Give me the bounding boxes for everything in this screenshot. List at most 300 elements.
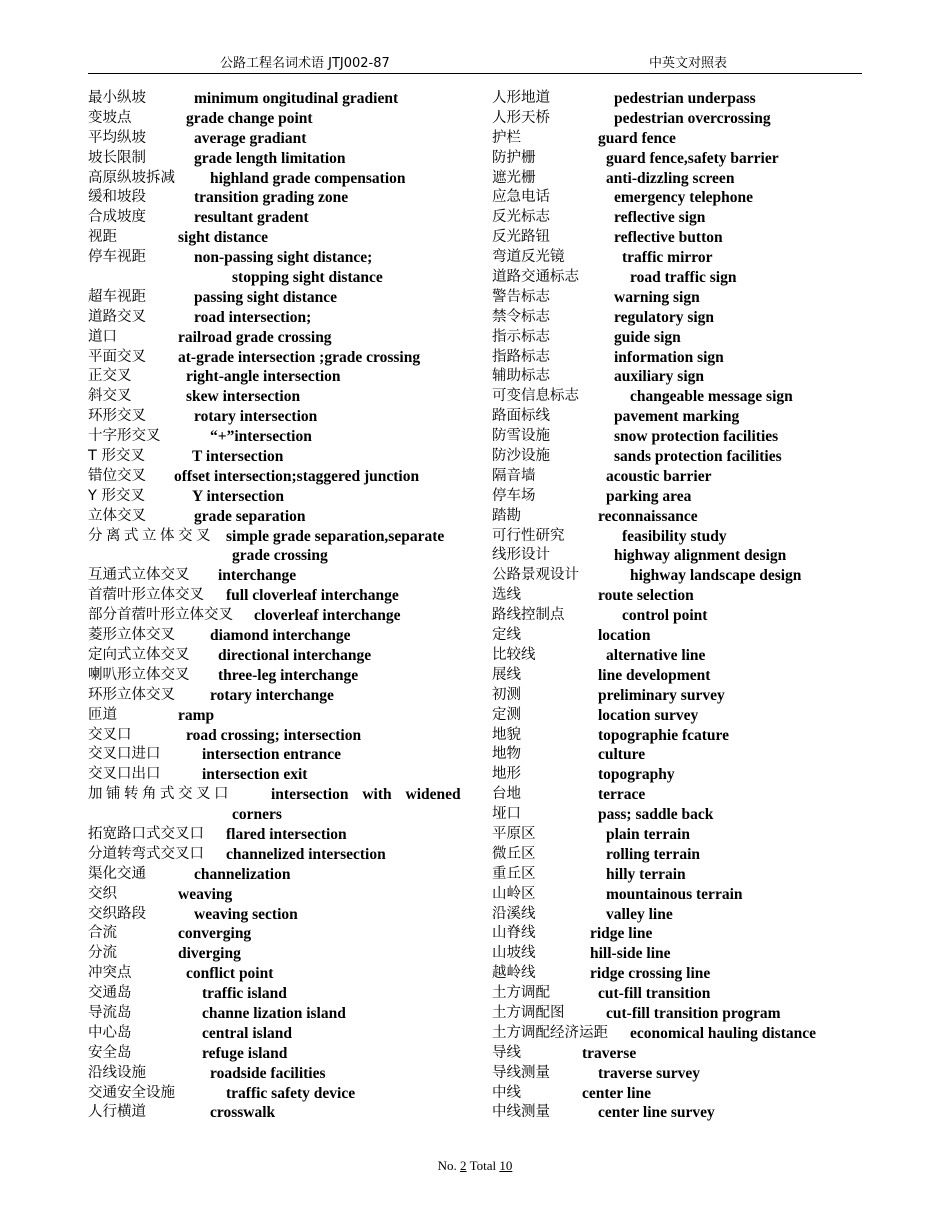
term-chinese: 坡长限制 <box>88 149 146 166</box>
term-english: Y intersection <box>192 487 284 505</box>
term-english: pavement marking <box>614 408 740 426</box>
term-chinese: 辅助标志 <box>492 368 550 385</box>
term-chinese: 防沙设施 <box>492 448 550 465</box>
term-chinese: 山岭区 <box>492 885 536 902</box>
glossary-row <box>88 785 463 805</box>
term-chinese: 平均纵坡 <box>88 129 146 146</box>
glossary-row <box>492 407 862 427</box>
term-chinese: 遮光栅 <box>492 169 536 186</box>
glossary-row <box>88 885 463 905</box>
term-english: feasibility study <box>622 527 727 545</box>
term-english: crosswalk <box>210 1104 276 1122</box>
footer-prefix: No. <box>437 1158 457 1173</box>
term-chinese: 中线 <box>492 1084 521 1101</box>
term-english: pedestrian overcrossing <box>614 109 771 127</box>
glossary-row <box>88 89 463 109</box>
term-chinese: 中线测量 <box>492 1104 550 1121</box>
term-english: preliminary survey <box>598 686 725 704</box>
glossary-row <box>88 546 463 566</box>
term-chinese: 交叉口进口 <box>88 746 161 763</box>
glossary-row <box>88 1044 463 1064</box>
term-chinese: 道路交通标志 <box>492 269 579 286</box>
glossary-row <box>88 1004 463 1024</box>
term-english: reflective button <box>614 229 723 247</box>
term-english: resultant gradent <box>194 209 309 227</box>
term-english: transition grading zone <box>194 189 349 207</box>
term-english: guard fence <box>598 129 676 147</box>
glossary-row <box>492 348 862 368</box>
term-chinese: 初测 <box>492 686 521 703</box>
term-english: highway landscape design <box>630 567 802 585</box>
term-chinese: 高原纵坡拆减 <box>88 169 175 186</box>
glossary-row <box>88 248 463 268</box>
term-chinese: Y 形交叉 <box>88 487 145 504</box>
term-english: cut-fill transition program <box>606 1004 781 1022</box>
term-english: traffic island <box>202 985 287 1003</box>
term-english: ridge line <box>590 925 653 943</box>
term-chinese: 拓宽路口式交叉口 <box>88 825 204 842</box>
glossary-row <box>492 149 862 169</box>
term-chinese: 防护栅 <box>492 149 536 166</box>
term-chinese: 交通安全设施 <box>88 1084 175 1101</box>
footer-total-label: Total <box>469 1158 497 1173</box>
term-english: T intersection <box>192 448 284 466</box>
term-english: diamond interchange <box>210 627 351 645</box>
term-chinese: 定线 <box>492 627 521 644</box>
term-chinese: 土方调配经济运距 <box>492 1024 608 1041</box>
term-english: non-passing sight distance; <box>194 249 373 267</box>
term-chinese: 首蓿叶形立体交叉 <box>88 587 204 604</box>
term-english: pedestrian underpass <box>614 90 756 107</box>
term-chinese: 视距 <box>88 229 117 246</box>
glossary-row <box>88 566 463 586</box>
glossary-row <box>88 308 463 328</box>
page-number: 2 <box>460 1158 467 1173</box>
term-chinese: 警告标志 <box>492 288 550 305</box>
glossary-row <box>492 1004 862 1024</box>
glossary-row <box>88 845 463 865</box>
term-chinese: 匝道 <box>88 706 117 723</box>
term-chinese: 合流 <box>88 925 117 942</box>
term-chinese: 越岭线 <box>492 965 536 982</box>
glossary-row <box>88 447 463 467</box>
term-chinese: 禁令标志 <box>492 308 550 325</box>
glossary-row <box>88 467 463 487</box>
term-chinese: 土方调配图 <box>492 1004 565 1021</box>
term-english: cloverleaf interchange <box>254 607 401 625</box>
glossary-row <box>88 387 463 407</box>
term-english: right-angle intersection <box>186 368 341 386</box>
glossary-row <box>88 1064 463 1084</box>
term-english: rolling terrain <box>606 845 700 863</box>
term-english: warning sign <box>614 288 700 306</box>
term-chinese: 弯道反光镜 <box>492 249 565 266</box>
term-english: traffic safety device <box>226 1084 356 1102</box>
term-english: guide sign <box>614 328 681 346</box>
term-english: snow protection facilities <box>614 428 779 446</box>
term-english: interchange <box>218 567 297 585</box>
term-english: traverse survey <box>598 1064 700 1082</box>
glossary-row <box>88 745 463 765</box>
term-english: road traffic sign <box>630 269 737 287</box>
term-chinese: 正交叉 <box>88 368 132 385</box>
term-chinese: 道口 <box>88 328 117 345</box>
term-chinese: 护栏 <box>492 129 521 146</box>
term-chinese: 安全岛 <box>88 1044 132 1061</box>
term-english: sight distance <box>178 229 268 247</box>
term-english: intersection with widened <box>271 786 461 804</box>
left-column <box>88 89 463 1123</box>
term-english: grade crossing <box>232 547 328 565</box>
term-chinese: 交叉口 <box>88 726 132 743</box>
glossary-row <box>492 845 862 865</box>
term-english: alternative line <box>606 646 706 664</box>
glossary-row <box>88 606 463 626</box>
glossary-row <box>492 905 862 925</box>
term-english: channelization <box>194 865 291 883</box>
right-column <box>492 89 862 1123</box>
glossary-row <box>88 984 463 1004</box>
glossary-row <box>492 805 862 825</box>
term-english: reflective sign <box>614 209 706 227</box>
glossary-row <box>492 546 862 566</box>
term-english: refuge island <box>202 1044 288 1062</box>
glossary-row <box>492 765 862 785</box>
term-english: channe lization island <box>202 1004 346 1022</box>
term-chinese: 踏勘 <box>492 507 521 524</box>
term-chinese: 分道转弯式交叉口 <box>88 845 204 862</box>
glossary-row <box>88 586 463 606</box>
glossary-row <box>88 765 463 785</box>
term-english: grade separation <box>194 507 306 525</box>
term-english: simple grade separation,separate <box>226 527 445 545</box>
term-chinese: 变坡点 <box>88 109 132 126</box>
glossary-row <box>492 208 862 228</box>
term-english: terrace <box>598 786 646 804</box>
term-chinese: 沿线设施 <box>88 1064 146 1081</box>
term-chinese: 山脊线 <box>492 925 536 942</box>
term-english: changeable message sign <box>630 388 793 406</box>
term-chinese: 停车场 <box>492 487 536 504</box>
term-chinese: 人形天桥 <box>492 109 550 126</box>
glossary-row <box>88 825 463 845</box>
term-chinese: 分流 <box>88 945 117 962</box>
glossary-row <box>88 805 463 825</box>
glossary-row <box>88 646 463 666</box>
term-english: roadside facilities <box>210 1064 326 1082</box>
term-english: parking area <box>606 487 692 505</box>
term-chinese: 山坡线 <box>492 945 536 962</box>
term-english: location <box>598 627 651 645</box>
term-chinese: 地物 <box>492 746 521 763</box>
term-english: rotary intersection <box>194 408 318 426</box>
term-english: flared intersection <box>226 825 347 843</box>
glossary-row <box>492 427 862 447</box>
term-english: route selection <box>598 587 694 605</box>
glossary-row <box>492 447 862 467</box>
glossary-row <box>492 1084 862 1104</box>
term-chinese: 平原区 <box>492 825 536 842</box>
glossary-row <box>492 188 862 208</box>
term-chinese: 可变信息标志 <box>492 388 579 405</box>
term-english: intersection exit <box>202 766 308 784</box>
term-chinese: T 形交叉 <box>88 448 145 465</box>
glossary-row <box>88 188 463 208</box>
term-english: minimum ongitudinal gradient <box>194 90 399 107</box>
term-english: stopping sight distance <box>232 269 383 287</box>
term-chinese: 道路交叉 <box>88 308 146 325</box>
term-chinese: 环形立体交叉 <box>88 686 175 703</box>
term-english: railroad grade crossing <box>178 328 332 346</box>
glossary-row <box>492 984 862 1004</box>
term-chinese: 反光路钮 <box>492 229 550 246</box>
glossary-row <box>88 367 463 387</box>
glossary-row <box>492 288 862 308</box>
term-chinese: 人行横道 <box>88 1104 146 1121</box>
term-english: average gradiant <box>194 129 307 147</box>
glossary-row <box>88 328 463 348</box>
term-chinese: 部分首蓿叶形立体交叉 <box>88 607 233 624</box>
term-chinese: 微丘区 <box>492 845 536 862</box>
glossary-row <box>492 527 862 547</box>
term-chinese: 台地 <box>492 786 521 803</box>
term-english: economical hauling distance <box>630 1024 817 1042</box>
term-chinese: 交叉口出口 <box>88 766 161 783</box>
term-chinese: 中心岛 <box>88 1024 132 1041</box>
header-rule <box>88 73 862 74</box>
glossary-row <box>88 1103 463 1123</box>
term-english: skew intersection <box>186 388 301 406</box>
glossary-row <box>88 686 463 706</box>
term-english: highway alignment design <box>614 547 787 565</box>
term-english: rotary interchange <box>210 686 334 704</box>
term-chinese: 可行性研究 <box>492 527 565 544</box>
glossary-row <box>492 89 862 109</box>
term-chinese: 导线 <box>492 1044 521 1061</box>
header-right: 中英文对照表 <box>649 56 728 71</box>
term-english: converging <box>178 925 252 943</box>
glossary-row <box>88 527 463 547</box>
term-chinese: 错位交叉 <box>88 467 146 484</box>
glossary-row <box>88 1024 463 1044</box>
term-chinese: 导流岛 <box>88 1004 132 1021</box>
term-english: auxiliary sign <box>614 368 705 386</box>
glossary-row <box>492 129 862 149</box>
term-chinese: 地貌 <box>492 726 521 743</box>
term-chinese: 土方调配 <box>492 985 550 1002</box>
glossary-row <box>492 586 862 606</box>
glossary-row <box>492 1044 862 1064</box>
term-chinese: 交织 <box>88 885 117 902</box>
glossary-row <box>492 726 862 746</box>
glossary-row <box>88 268 463 288</box>
term-english: acoustic barrier <box>606 467 712 485</box>
glossary-row <box>88 427 463 447</box>
glossary-row <box>492 308 862 328</box>
glossary-row <box>88 169 463 189</box>
term-chinese: 平面交叉 <box>88 348 146 365</box>
term-english: grade length limitation <box>194 149 346 167</box>
term-english: conflict point <box>186 965 274 983</box>
term-chinese: 合成坡度 <box>88 209 146 226</box>
term-english: center line survey <box>598 1104 715 1122</box>
glossary-row <box>88 726 463 746</box>
glossary-row <box>88 487 463 507</box>
term-english: “+”intersection <box>210 428 312 446</box>
glossary-row <box>492 944 862 964</box>
glossary-row <box>492 248 862 268</box>
term-english: road crossing; intersection <box>186 726 362 744</box>
glossary-row <box>492 268 862 288</box>
glossary-row <box>492 507 862 527</box>
term-chinese: 渠化交通 <box>88 865 146 882</box>
term-chinese: 斜交叉 <box>88 388 132 405</box>
term-english: channelized intersection <box>226 845 386 863</box>
term-english: regulatory sign <box>614 308 715 326</box>
glossary-row <box>492 606 862 626</box>
term-chinese: 反光标志 <box>492 209 550 226</box>
term-chinese: 定向式立体交叉 <box>88 646 190 663</box>
term-chinese: 冲突点 <box>88 965 132 982</box>
term-chinese: 十字形交叉 <box>88 428 161 445</box>
term-english: valley line <box>606 905 673 923</box>
glossary-row <box>492 964 862 984</box>
term-english: traverse <box>582 1044 637 1062</box>
term-english: control point <box>622 607 708 625</box>
glossary-row <box>492 865 862 885</box>
header-left: 公路工程名词术语 JTJ002-87 <box>220 56 390 71</box>
term-chinese: 喇叭形立体交叉 <box>88 666 190 683</box>
term-english: mountainous terrain <box>606 885 743 903</box>
term-english: pass; saddle back <box>598 806 714 824</box>
term-english: hilly terrain <box>606 865 686 883</box>
term-english: ridge crossing line <box>590 965 711 983</box>
term-english: highland grade compensation <box>210 169 406 187</box>
term-english: hill-side line <box>590 945 671 963</box>
term-english: traffic mirror <box>622 249 713 267</box>
term-chinese: 沿溪线 <box>492 905 536 922</box>
glossary-row <box>88 924 463 944</box>
term-english: information sign <box>614 348 724 366</box>
term-chinese: 导线测量 <box>492 1064 550 1081</box>
glossary-row <box>492 626 862 646</box>
page-footer <box>0 1158 950 1174</box>
term-chinese: 停车视距 <box>88 249 146 266</box>
term-chinese: 定测 <box>492 706 521 723</box>
glossary-row <box>492 367 862 387</box>
term-english: ramp <box>178 706 215 724</box>
term-english: emergency telephone <box>614 189 754 207</box>
term-chinese: 重丘区 <box>492 865 536 882</box>
term-english: weaving section <box>194 905 298 923</box>
glossary-row <box>492 487 862 507</box>
glossary-row <box>492 1103 862 1123</box>
glossary-row <box>88 228 463 248</box>
term-english: road intersection; <box>194 308 312 326</box>
term-chinese: 指示标志 <box>492 328 550 345</box>
glossary-row <box>88 964 463 984</box>
term-chinese: 选线 <box>492 587 521 604</box>
term-english: grade change point <box>186 109 313 127</box>
term-chinese: 分离式立体交叉 <box>88 527 214 544</box>
term-english: three-leg interchange <box>218 666 359 684</box>
glossary-row <box>492 825 862 845</box>
glossary-row <box>88 109 463 129</box>
glossary-row <box>492 566 862 586</box>
term-english: at-grade intersection ;grade crossing <box>178 348 421 366</box>
glossary-row <box>492 646 862 666</box>
term-chinese: 比较线 <box>492 646 536 663</box>
term-chinese: 地形 <box>492 766 521 783</box>
glossary-row <box>492 467 862 487</box>
glossary-row <box>492 109 862 129</box>
glossary-row <box>88 905 463 925</box>
term-chinese: 加铺转角式交叉口 <box>88 786 232 803</box>
glossary-row <box>88 666 463 686</box>
term-english: line development <box>598 666 711 684</box>
total-pages: 10 <box>499 1158 513 1173</box>
glossary-row <box>492 885 862 905</box>
term-chinese: 展线 <box>492 666 521 683</box>
term-chinese: 应急电话 <box>492 189 550 206</box>
term-chinese: 菱形立体交叉 <box>88 627 175 644</box>
term-english: topography <box>598 766 675 784</box>
term-english: directional interchange <box>218 646 372 664</box>
term-english: location survey <box>598 706 699 724</box>
term-english: cut-fill transition <box>598 985 711 1003</box>
term-english: culture <box>598 746 646 764</box>
glossary-row <box>88 507 463 527</box>
term-chinese: 交织路段 <box>88 905 146 922</box>
term-english: intersection entrance <box>202 746 342 764</box>
glossary-row <box>492 924 862 944</box>
term-chinese: 互通式立体交叉 <box>88 567 190 584</box>
term-chinese: 人形地道 <box>492 90 550 106</box>
glossary-row <box>492 686 862 706</box>
glossary-row <box>492 387 862 407</box>
term-chinese: 路面标线 <box>492 408 550 425</box>
glossary-row <box>88 865 463 885</box>
term-english: reconnaissance <box>598 507 698 525</box>
glossary-row <box>492 785 862 805</box>
term-chinese: 防雪设施 <box>492 428 550 445</box>
glossary-row <box>492 1064 862 1084</box>
glossary-row <box>88 149 463 169</box>
term-english: plain terrain <box>606 825 690 843</box>
glossary-row <box>88 1084 463 1104</box>
glossary-row <box>88 129 463 149</box>
glossary-row <box>492 666 862 686</box>
glossary-row <box>492 169 862 189</box>
term-english: weaving <box>178 885 233 903</box>
term-english: topographie fcature <box>598 726 730 744</box>
glossary-row <box>88 288 463 308</box>
term-english: full cloverleaf interchange <box>226 587 399 605</box>
glossary-row <box>492 745 862 765</box>
term-chinese: 垭口 <box>492 806 521 823</box>
term-english: central island <box>202 1024 292 1042</box>
term-english: corners <box>232 806 282 824</box>
term-chinese: 公路景观设计 <box>492 567 579 584</box>
glossary-row <box>492 328 862 348</box>
term-english: guard fence,safety barrier <box>606 149 779 167</box>
term-english: sands protection facilities <box>614 448 782 466</box>
term-chinese: 超车视距 <box>88 288 146 305</box>
term-english: offset intersection;staggered junction <box>174 467 420 485</box>
term-chinese: 线形设计 <box>492 547 550 564</box>
glossary-row <box>88 407 463 427</box>
glossary-row <box>492 228 862 248</box>
